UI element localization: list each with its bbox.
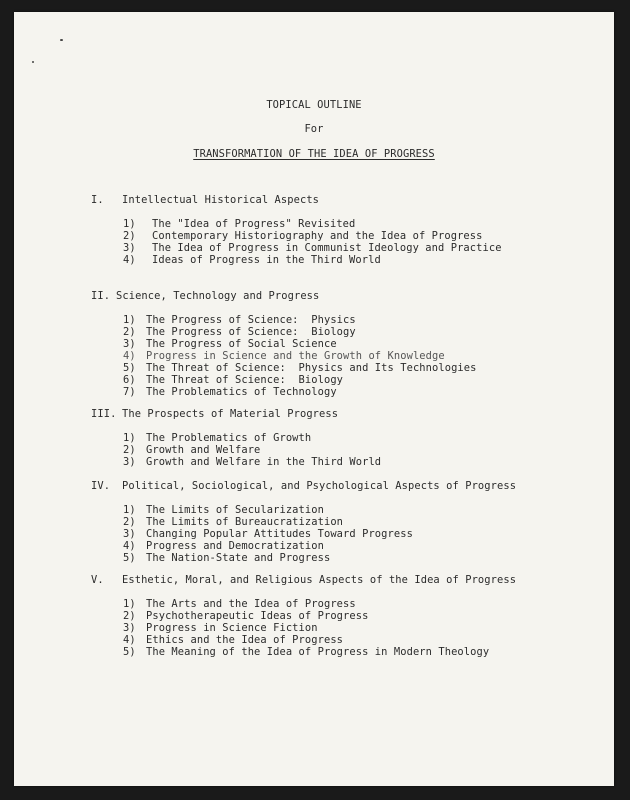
document-subtitle: TRANSFORMATION OF THE IDEA OF PROGRESS [193,148,435,160]
list-item [123,230,483,242]
outline-title: TOPICAL OUTLINE [266,99,362,111]
item-number: 1) [123,598,136,610]
ink-speck [60,39,63,41]
item-number: 1) [123,432,136,444]
list-item [123,504,324,516]
item-number: 5) [123,646,136,658]
section-title: Esthetic, Moral, and Religious Aspects of the Idea of Progress [122,574,517,586]
item-text: Progress in Science Fiction [146,622,318,634]
list-item [123,598,356,610]
list-item [123,634,343,646]
item-text: Growth and Welfare in the Third World [146,456,382,468]
item-text: The Threat of Science: Biology [146,374,344,386]
list-item [123,242,502,254]
item-number: 3) [123,338,136,350]
section-heading [91,480,516,492]
item-text: The Problematics of Growth [146,432,312,444]
item-text: The Progress of Science: Biology [146,326,356,338]
item-text: The Limits of Secularization [146,504,324,516]
list-item [123,646,489,658]
list-item [123,362,477,374]
item-text: The Nation-State and Progress [146,552,331,564]
item-number: 4) [123,350,136,362]
list-item [123,338,337,350]
document-page [14,12,614,786]
section-title: Science, Technology and Progress [116,290,320,302]
item-text: Ethics and the Idea of Progress [146,634,344,646]
section-heading [91,290,319,302]
item-text: The Meaning of the Idea of Progress in Modern Theology [146,646,490,658]
item-number: 4) [123,540,136,552]
list-item [123,610,368,622]
item-number: 2) [123,444,136,456]
section-numeral: III. [91,408,117,420]
item-number: 3) [123,456,136,468]
list-item [123,552,330,564]
list-item [123,622,318,634]
item-text: The Problematics of Technology [146,386,337,398]
item-number: 3) [123,528,136,540]
item-number: 6) [123,374,136,386]
item-number: 1) [123,314,136,326]
list-item [123,254,381,266]
item-number: 5) [123,552,136,564]
item-text: Contemporary Historiography and the Idea of Progress [152,230,483,242]
for-label: For [304,123,324,135]
item-number: 1) [123,504,136,516]
item-text: Ideas of Progress in the Third World [152,254,381,266]
item-number: 3) [123,622,136,634]
section-heading [91,408,338,420]
section-heading [91,574,516,586]
list-item [123,374,343,386]
item-number: 4) [123,634,136,646]
list-item [123,386,337,398]
section-title: The Prospects of Material Progress [122,408,339,420]
section-numeral: I. [91,194,104,206]
list-item [123,314,356,326]
section-title: Intellectual Historical Aspects [122,194,320,206]
list-item [123,528,413,540]
item-number: 7) [123,386,136,398]
list-item [123,444,260,456]
item-number: 2) [123,516,136,528]
item-text: The Progress of Science: Physics [146,314,356,326]
item-text: Psychotherapeutic Ideas of Progress [146,610,369,622]
item-number: 4) [123,254,136,266]
section-title: Political, Sociological, and Psychological Aspects of Progress [122,480,517,492]
item-number: 3) [123,242,136,254]
list-item [123,350,445,362]
list-item [123,540,324,552]
list-item [123,432,311,444]
item-text: Changing Popular Attitudes Toward Progress [146,528,413,540]
section-heading [91,194,319,206]
item-number: 2) [123,230,136,242]
item-text: Progress and Democratization [146,540,324,552]
section-numeral: IV. [91,480,111,492]
item-number: 5) [123,362,136,374]
ink-speck [32,61,34,63]
item-text: The Arts and the Idea of Progress [146,598,356,610]
item-number: 1) [123,218,136,230]
section-numeral: II. [91,290,111,302]
list-item [123,456,381,468]
item-text: The "Idea of Progress" Revisited [152,218,356,230]
item-text: The Idea of Progress in Communist Ideology and Practice [152,242,502,254]
item-number: 2) [123,610,136,622]
list-item [123,516,343,528]
list-item [123,326,356,338]
item-text: The Limits of Bureaucratization [146,516,344,528]
item-text: The Progress of Social Science [146,338,337,350]
section-numeral: V. [91,574,104,586]
item-text: The Threat of Science: Physics and Its Technologies [146,362,477,374]
item-text: Progress in Science and the Growth of Knowledge [146,350,445,362]
item-number: 2) [123,326,136,338]
list-item [123,218,355,230]
item-text: Growth and Welfare [146,444,261,456]
